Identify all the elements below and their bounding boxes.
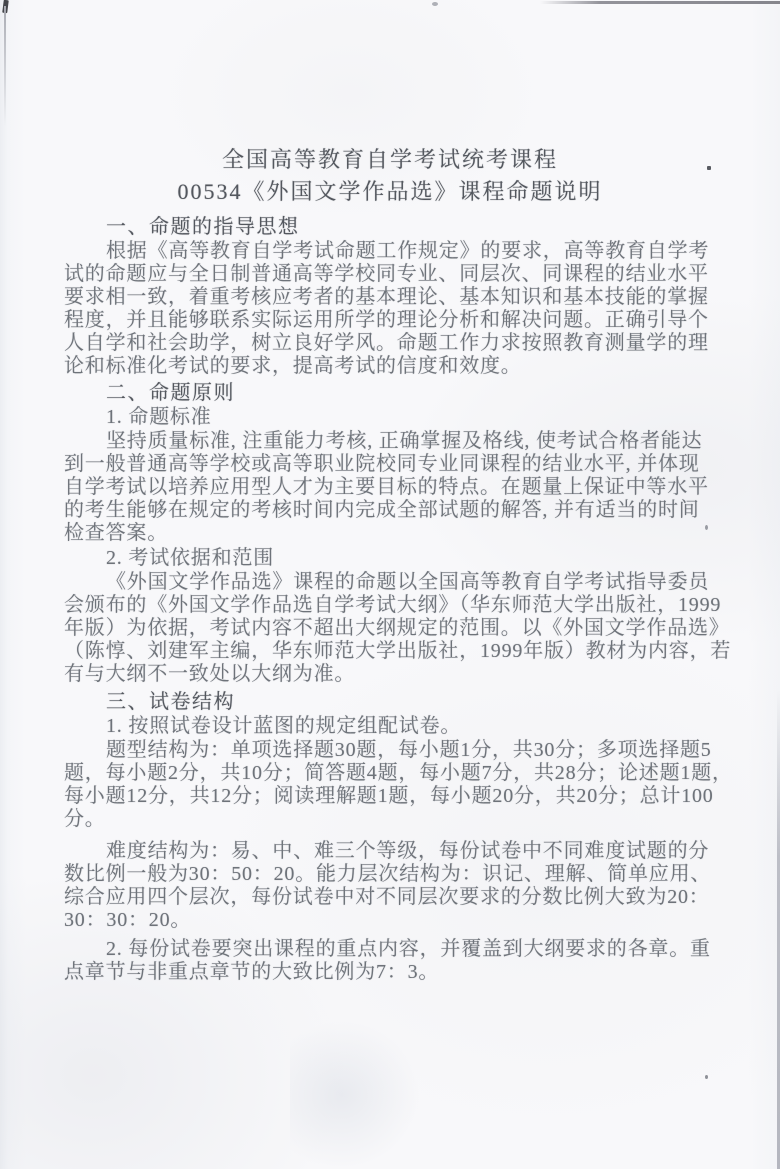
document-body [64,216,733,984]
document-line: 点章节与非重点章节的大致比例为7：3。 [64,961,440,983]
document-line: 检查答案。 [64,522,168,544]
document-line: 论和标准化考试的要求，提高考试的信度和效度。 [64,355,522,377]
document-line: 每小题12分，共12分；阅读理解题1题，每小题20分，共20分；总计100 [64,785,714,807]
document-line: 试的命题应与全日制普通高等学校同专业、同层次、同课程的结业水平 [64,263,709,285]
document-line: 1. 按照试卷设计蓝图的规定组配试卷。 [106,715,462,737]
document-line: 综合应用四个层次，每份试卷中对不同层次要求的分数比例大致为20： [64,886,710,908]
document-line: 难度结构为：易、中、难三个等级，每份试卷中不同难度试题的分 [106,840,710,862]
document-line: 会颁布的《外国文学作品选自学考试大纲》（华东师范大学出版社，1999 [64,594,722,616]
scan-left-edge-line [4,6,6,126]
document-title: 全国高等教育自学考试统考课程 [221,147,558,172]
document-line: 《外国文学作品选》课程的命题以全国高等教育自学考试指导委员 [106,571,710,593]
document-line: 自学考试以培养应用型人才为主要目标的特点。在题量上保证中等水平 [64,476,709,498]
document-line: 1. 命题标准 [106,406,212,428]
scan-speck [705,1075,708,1079]
document-line: （陈惇、刘建军主编，华东师范大学出版社，1999年版）教材为内容，若 [64,640,732,662]
section-heading: 二、命题原则 [106,382,235,404]
document-line: 数比例一般为30：50：20。能力层次结构为：识记、理解、简单应用、 [64,863,712,885]
section-heading: 一、命题的指导思想 [106,216,300,238]
document-content [64,147,733,984]
document-line: 2. 每份试卷要突出课程的重点内容，并覆盖到大纲要求的各章。重 [106,938,711,960]
section-heading: 三、试卷结构 [106,691,235,713]
document-line: 30：30：20。 [64,909,192,931]
document-line: 坚持质量标准, 注重能力考核, 正确掌握及格线, 使考试合格者能达 [106,430,703,452]
document-line: 题型结构为：单项选择题30题，每小题1分，共30分；多项选择题5 [106,739,712,761]
document-line: 要求相一致，着重考核应考者的基本理论、基本知识和基本技能的掌握 [64,286,709,308]
document-line: 到一般普通高等学校或高等职业院校同专业同课程的结业水平, 并体现 [64,453,700,475]
document-line: 题，每小题2分，共10分；简答题4题，每小题7分，共28分；论述题1题， [64,762,733,784]
document-line: 根据《高等教育自学考试命题工作规定》的要求，高等教育自学考 [106,240,710,262]
scan-speck [432,2,438,6]
document-line: 人自学和社会助学，树立良好学风。命题工作力求按照教育测量学的理 [64,332,709,354]
document-line: 分。 [64,808,106,830]
document-line: 的考生能够在规定的考核时间内完成全部试题的解答, 并有适当的时间 [64,499,700,521]
scan-top-edge-line [540,1,780,4]
document-line: 年版）为依据，考试内容不超出大纲规定的范围。以《外国文学作品选》 [64,617,730,639]
document-line: 2. 考试依据和范围 [106,547,274,569]
document-subtitle: 00534《外国文学作品选》课程命题说明 [177,179,603,204]
scan-shading-artifact [290,1020,420,1170]
document-line: 有与大纲不一致处以大纲为准。 [64,663,356,685]
document-line: 程度，并且能够联系实际运用所学的理论分析和解决问题。正确引导个 [64,309,709,331]
